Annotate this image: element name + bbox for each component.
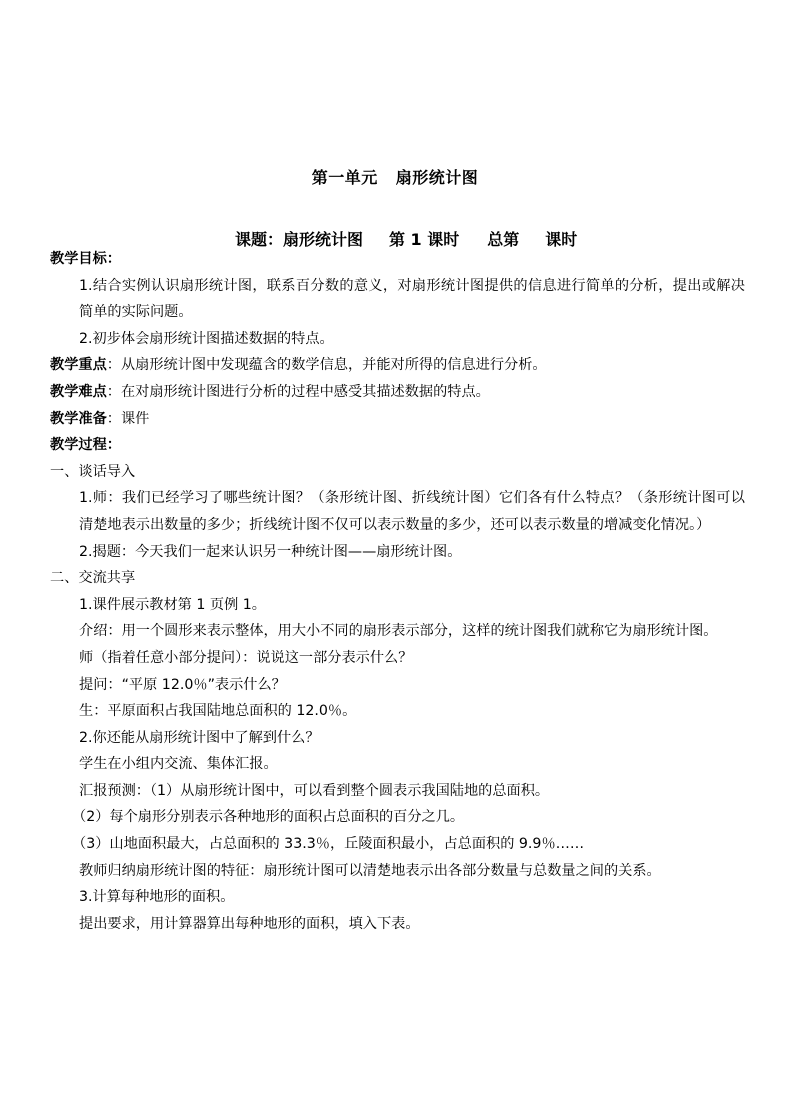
unit-label: 第一单元 xyxy=(311,168,378,187)
paragraph: （3）山地面积最大，占总面积的 33.3％，丘陵面积最小，占总面积的 9.9％…… xyxy=(72,836,585,853)
paragraph: 生：平原面积占我国陆地总面积的 12.0％。 xyxy=(79,703,357,720)
objectives-heading: 教学目标： xyxy=(50,251,121,267)
objective-item: 2.初步体会扇形统计图描述数据的特点。 xyxy=(79,330,334,347)
paragraph: 1.课件展示教材第 1 页例 1。 xyxy=(79,596,266,613)
paragraph: 3.计算每种地形的面积。 xyxy=(79,889,235,906)
lesson-total-label: 总第 xyxy=(487,230,520,249)
paragraph: 学生在小组内交流、集体汇报。 xyxy=(79,756,278,773)
unit-title xyxy=(0,167,790,189)
paragraph: 汇报预测：（1）从扇形统计图中，可以看到整个圆表示我国陆地的总面积。 xyxy=(79,782,550,799)
lesson-period: 第 1 课时 xyxy=(388,230,460,249)
paragraph: 师（指着任意小部分提问）：说说这一部分表示什么？ xyxy=(79,649,413,666)
paragraph: （2）每个扇形分别表示各种地形的面积占总面积的百分之几。 xyxy=(72,809,465,826)
lesson-total-suffix: 课时 xyxy=(545,230,578,249)
difficulty xyxy=(50,379,745,406)
key-point xyxy=(50,352,745,379)
difficulty-label: 教学难点 xyxy=(50,383,107,400)
preparation-label: 教学准备 xyxy=(50,410,107,427)
section-title: 一、谈话导入 xyxy=(50,463,136,480)
paragraph: 提问：“平原 12.0％”表示什么？ xyxy=(79,676,286,693)
section-title: 二、交流共享 xyxy=(50,570,136,587)
lesson-label: 课题：扇形统计图 xyxy=(234,230,363,249)
paragraph: 2.揭题：今天我们一起来认识另一种统计图——扇形统计图。 xyxy=(79,543,462,560)
key-point-label: 教学重点 xyxy=(50,357,107,374)
objective-item: 1.结合实例认识扇形统计图，联系百分数的意义，对扇形统计图提供的信息进行简单的分析，提出或解决简单的实际问题。 xyxy=(79,277,745,321)
paragraph: 1.师：我们已经学习了哪些统计图？（条形统计图、折线统计图）它们各有什么特点？（条形统计图可以清楚地表示出数量的多少；折线统计图不仅可以表示数量的多少，还可以表示数量的增减变化情况。） xyxy=(79,490,745,533)
process-heading: 教学过程： xyxy=(50,437,121,454)
key-point-text: ：从扇形统计图中发现蕴含的数学信息，并能对所得的信息进行分析。 xyxy=(106,357,547,374)
difficulty-text: ：在对扇形统计图进行分析的过程中感受其描述数据的特点。 xyxy=(106,383,490,400)
paragraph: 教师归纳扇形统计图的特征：扇形统计图可以清楚地表示出各部分数量与总数量之间的关系。 xyxy=(79,862,661,879)
unit-topic: 扇形统计图 xyxy=(395,168,479,187)
preparation-text: ：课件 xyxy=(106,410,150,427)
paragraph: 介绍：用一个圆形来表示整体，用大小不同的扇形表示部分，这样的统计图我们就称它为扇形统计图。 xyxy=(79,623,718,640)
paragraph: 2.你还能从扇形统计图中了解到什么？ xyxy=(79,729,320,746)
preparation xyxy=(50,406,745,433)
document-body xyxy=(50,246,745,937)
paragraph: 提出要求，用计算器算出每种地形的面积，填入下表。 xyxy=(79,915,420,932)
